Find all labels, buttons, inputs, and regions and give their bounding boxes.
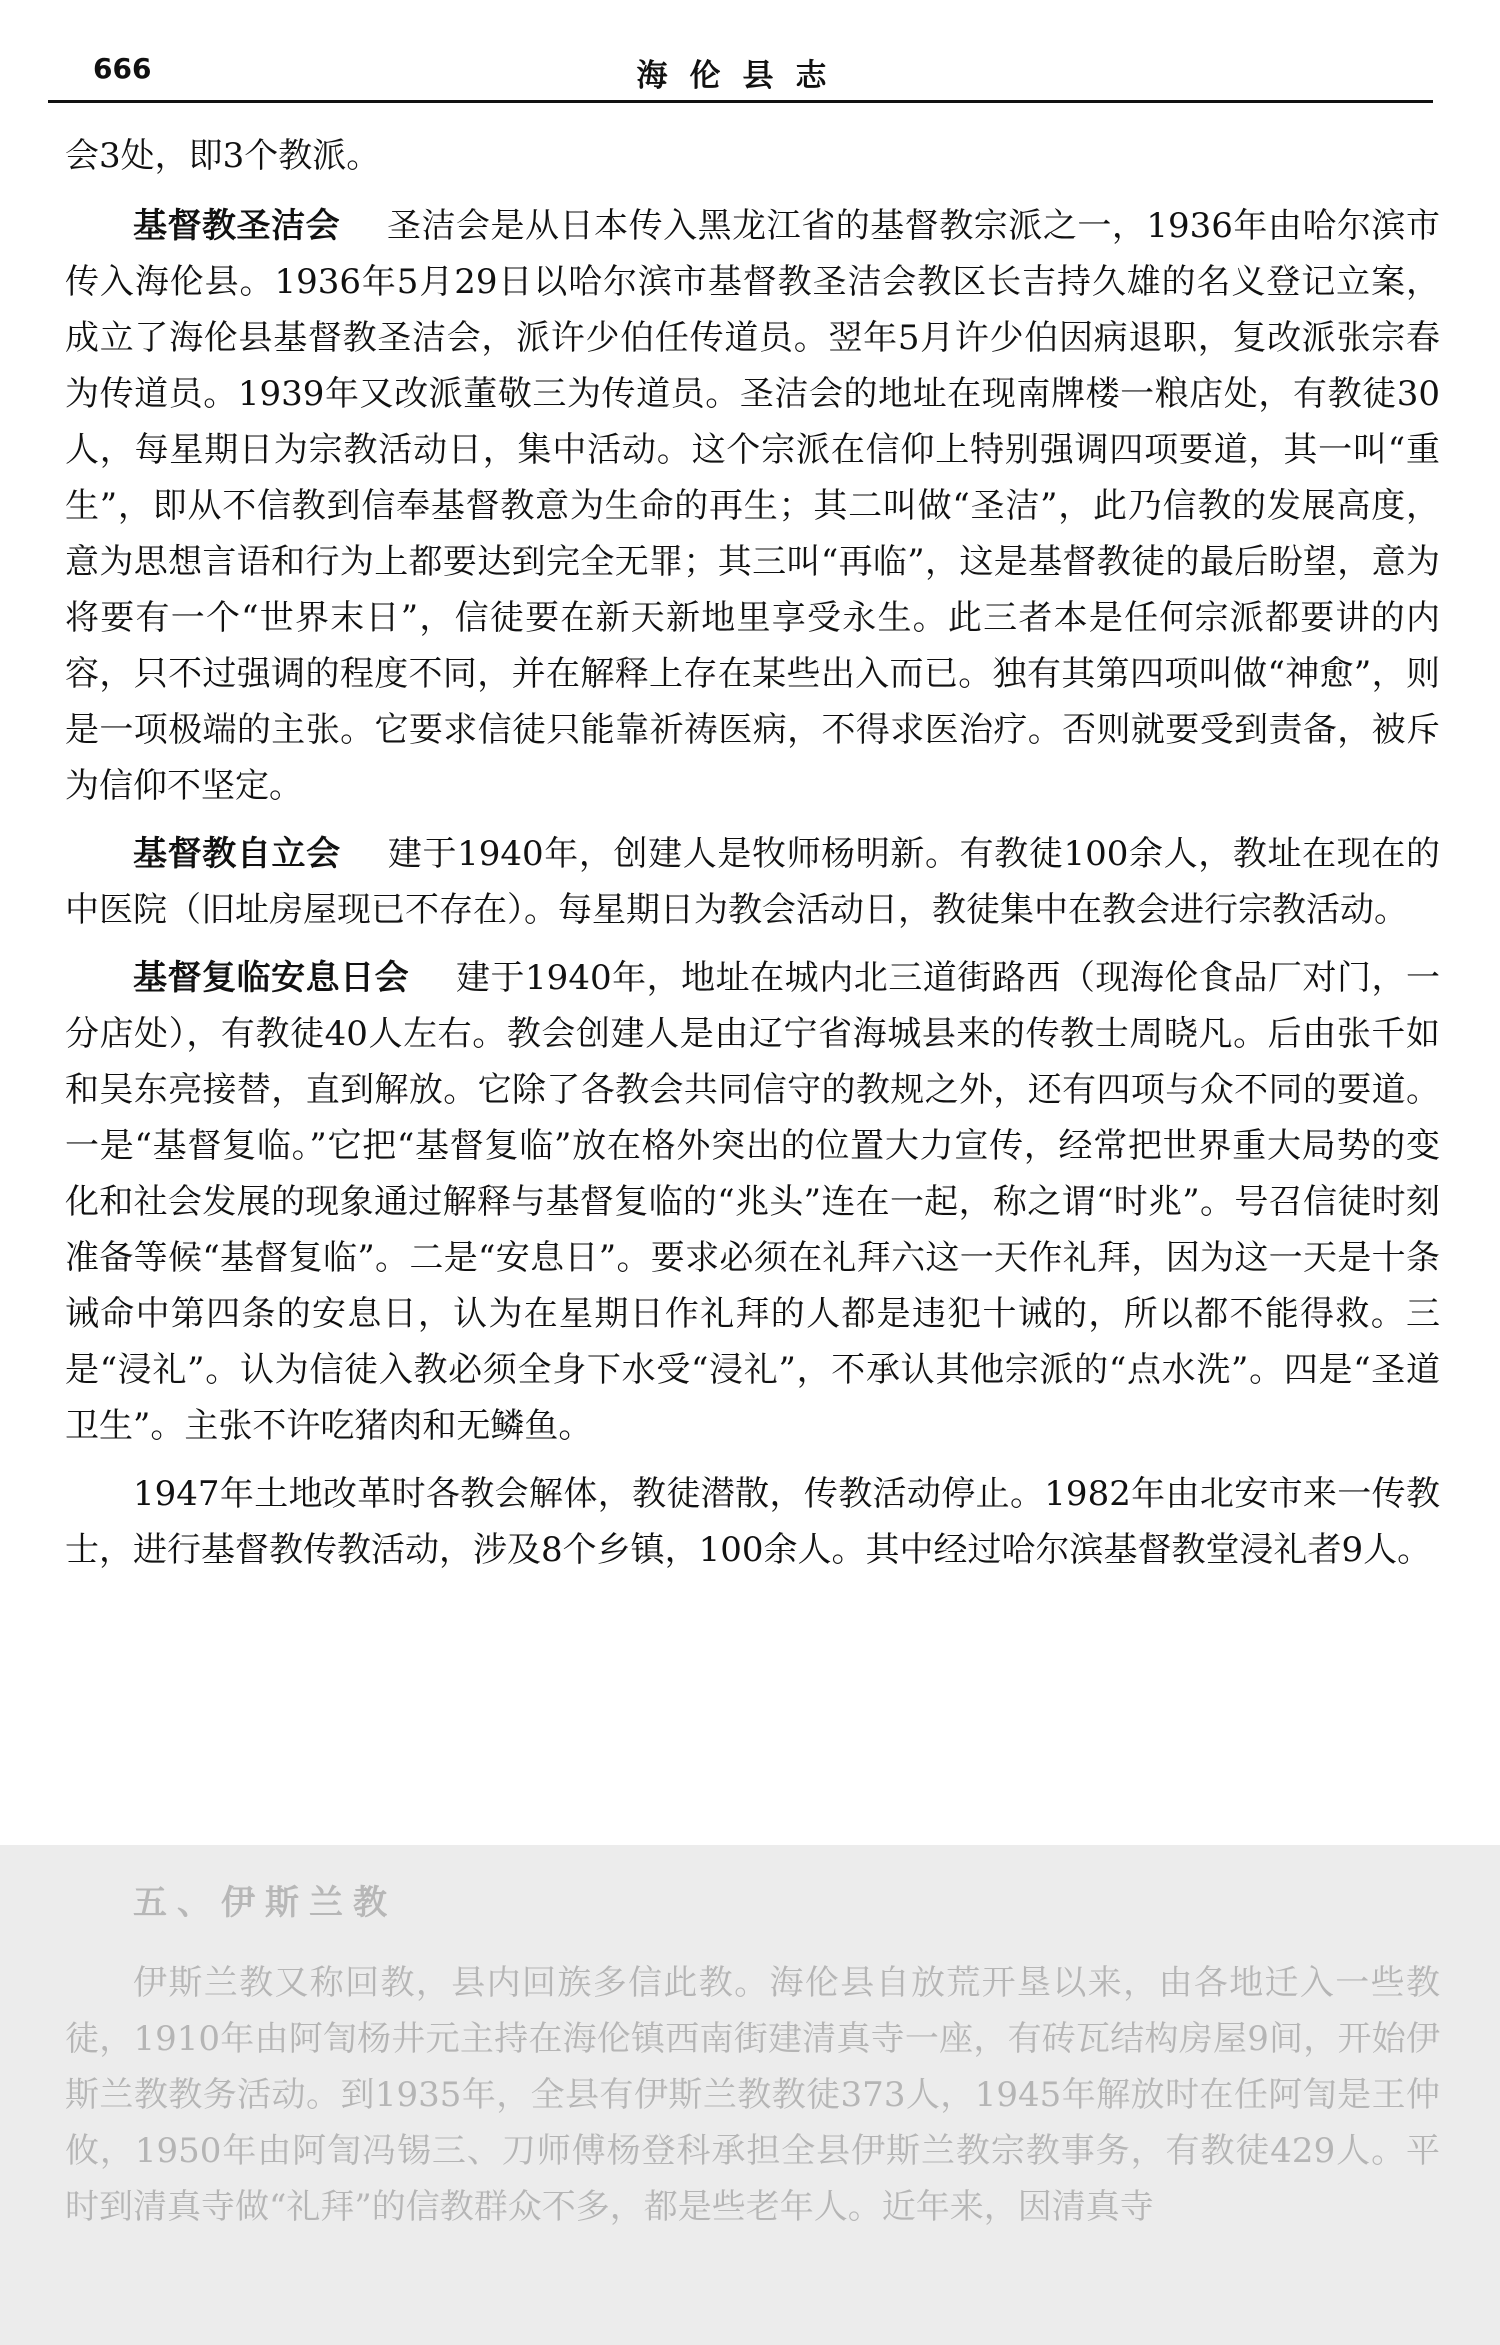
paragraph-independent-church xyxy=(65,826,1440,938)
paragraph-adventist-church xyxy=(65,950,1440,1454)
continuation-paragraph: 会3处，即3个教派。 xyxy=(65,136,381,176)
book-title: 海伦县志 xyxy=(636,58,849,94)
page-number: 666 xyxy=(93,52,152,85)
main-text xyxy=(65,128,1440,1590)
entry-term: 基督复临安息日会 xyxy=(133,958,410,998)
closing-paragraph: 1947年土地改革时各教会解体，教徒潜散，传教活动停止。1982年由北安市来一传教士，进行基督教传教活动，涉及8个乡镇，100余人。其中经过哈尔滨基督教堂浸礼者9人。 xyxy=(65,1474,1440,1570)
next-section xyxy=(65,1875,1440,2247)
paragraph-holiness-church xyxy=(65,198,1440,814)
entry-text: 圣洁会是从日本传入黑龙江省的基督教宗派之一，1936年由哈尔滨市传入海伦县。1936年5月29日以哈尔滨市基督教圣洁会教区长吉持久雄的名义登记立案，成立了海伦县基督教圣洁会，派许少伯任传道员。翌年5月许少伯因病退职，复改派张宗春为传道员。1939年又改派董敬三为传道员。圣洁会的地址在现南牌楼一粮店处，有教徒30人，每星期日为宗教活动日，集中活动。这个宗派在信仰上特别强调四项要道，其一叫“重生”，即从不信教到信奉基督教意为生命的再生；其二叫做“圣洁”，此乃信教的发展高度，意为思想言语和行为上都要达到完全无罪；其三叫“再临”，这是基督教徒的最后盼望，意为将要有一个“世界末日”，信徒要在新天新地里享受永生。此三者本是任何宗派都要讲的内容，只不过强调的程度不同，并在解释上存在某些出入而已。独有其第四项叫做“神愈”，则是一项极端的主张。它要求信徒只能靠祈祷医病，不得求医治疗。否则就要受到责备，被斥为信仰不坚定。 xyxy=(65,206,1440,806)
entry-text: 建于1940年，创建人是牧师杨明新。有教徒100余人，教址在现在的中医院（旧址房屋现已不存在）。每星期日为教会活动日，教徒集中在教会进行宗教活动。 xyxy=(65,834,1441,930)
entry-text: 建于1940年，地址在城内北三道街路西（现海伦食品厂对门，一分店处），有教徒40人左右。教会创建人是由辽宁省海城县来的传教士周晓凡。后由张千如和吴东亮接替，直到解放。它除了各教会共同信守的教规之外，还有四项与众不同的要道。一是“基督复临。”它把“基督复临”放在格外突出的位置大力宣传，经常把世界重大局势的变化和社会发展的现象通过解释与基督复临的“兆头”连在一起，称之谓“时兆”。号召信徒时刻准备等候“基督复临”。二是“安息日”。要求必须在礼拜六这一天作礼拜，因为这一天是十条诫命中第四条的安息日，认为在星期日作礼拜的人都是违犯十诫的，所以都不能得救。三是“浸礼”。认为信徒入教必须全身下水受“浸礼”，不承认其他宗派的“点水洗”。四是“圣道卫生”。主张不许吃猪肉和无鳞鱼。 xyxy=(65,958,1440,1446)
section-paragraph: 伊斯兰教又称回教，县内回族多信此教。海伦县自放荒开垦以来，由各地迁入一些教徒，1910年由阿訇杨井元主持在海伦镇西南街建清真寺一座，有砖瓦结构房屋9间，开始伊斯兰教教务活动。到1935年，全县有伊斯兰教教徒373人，1945年解放时在任阿訇是王仲攸，1950年由阿訇冯锡三、刀师傅杨登科承担全县伊斯兰教宗教事务，有教徒429人。平时到清真寺做“礼拜”的信教群众不多，都是些老年人。近年来，因清真寺 xyxy=(65,1963,1440,2227)
entry-term: 基督教自立会 xyxy=(133,834,341,874)
page-header xyxy=(45,44,1440,104)
section-heading: 五、伊斯兰教 xyxy=(133,1883,397,1923)
header-rule xyxy=(48,100,1433,103)
entry-term: 基督教圣洁会 xyxy=(133,206,341,246)
